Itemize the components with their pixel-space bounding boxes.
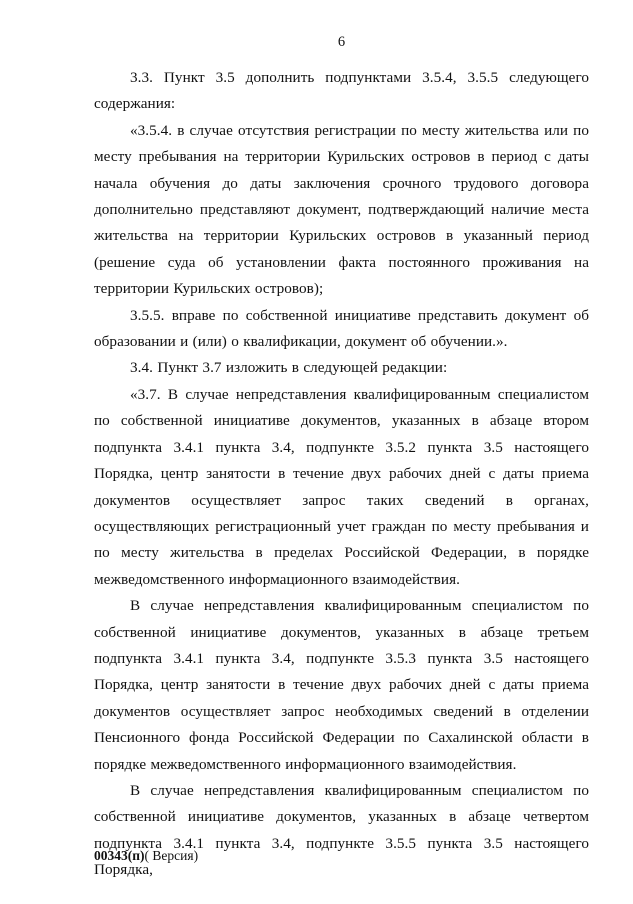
paragraph-third-abstract: В случае непредставления квалифицированным специалистом по собственной инициативе документов, указанных в абзаце третьем подпункта 3.4.1 пункта 3.4, подпункте 3.5.3 пункта 3.5 настоящего Порядка, центр занятости в течение двух рабочих дней с даты приема документов осуществляет запрос необходимых сведений в отделении Пенсионного фонда Российской Федерации по Сахалинской области в порядке межведомственного информационного взаимодействия. [94,597,589,773]
paragraph-3-3: 3.3. Пункт 3.5 дополнить подпунктами 3.5.4, 3.5.5 следующего содержания: [94,69,589,113]
document-code: 00343(п) [94,848,145,863]
paragraph-fourth-abstract: В случае непредставления квалифицированным специалистом по собственной инициативе документов, указанных в абзаце четвертом подпункта 3.4.1 пункта 3.4, подпункте 3.5.5 пункта 3.5 настоящего Порядка, [94,781,589,879]
document-version: ( Версия) [144,848,199,863]
document-footer [94,848,198,864]
page-number: 6 [337,34,346,50]
paragraph-3-5-5: 3.5.5. вправе по собственной инициативе представить документ об образовании и (или) о квалификации, документ об обучении.». [94,306,589,351]
paragraph-3-7: «3.7. В случае непредставления квалифицированным специалистом по собственной инициативе документов, указанных в абзаце втором подпункта 3.4.1 пункта 3.4, подпункте 3.5.2 пункта 3.5 настоящего Порядка, центр занятости в течение двух рабочих дней с даты приема документов осуществляет запрос таких сведений в органах, осуществляющих регистрационный учет граждан по месту пребывания и по месту жительства в пределах Российской Федерации, в порядке межведомственного информационного взаимодействия. [94,385,589,588]
paragraph-3-5-4: «3.5.4. в случае отсутствия регистрации по месту жительства или по месту пребывания на территории Курильских островов в период с даты начала обучения до даты заключения срочного трудового договора дополнительно представляют документ, подтверждающий наличие места жительства на территории Курильских островов в указанный период (решение суда об установлении факта постоянного проживания на территории Курильских островов); [94,121,589,298]
paragraph-3-4: 3.4. Пункт 3.7 изложить в следующей редакции: [130,359,448,377]
